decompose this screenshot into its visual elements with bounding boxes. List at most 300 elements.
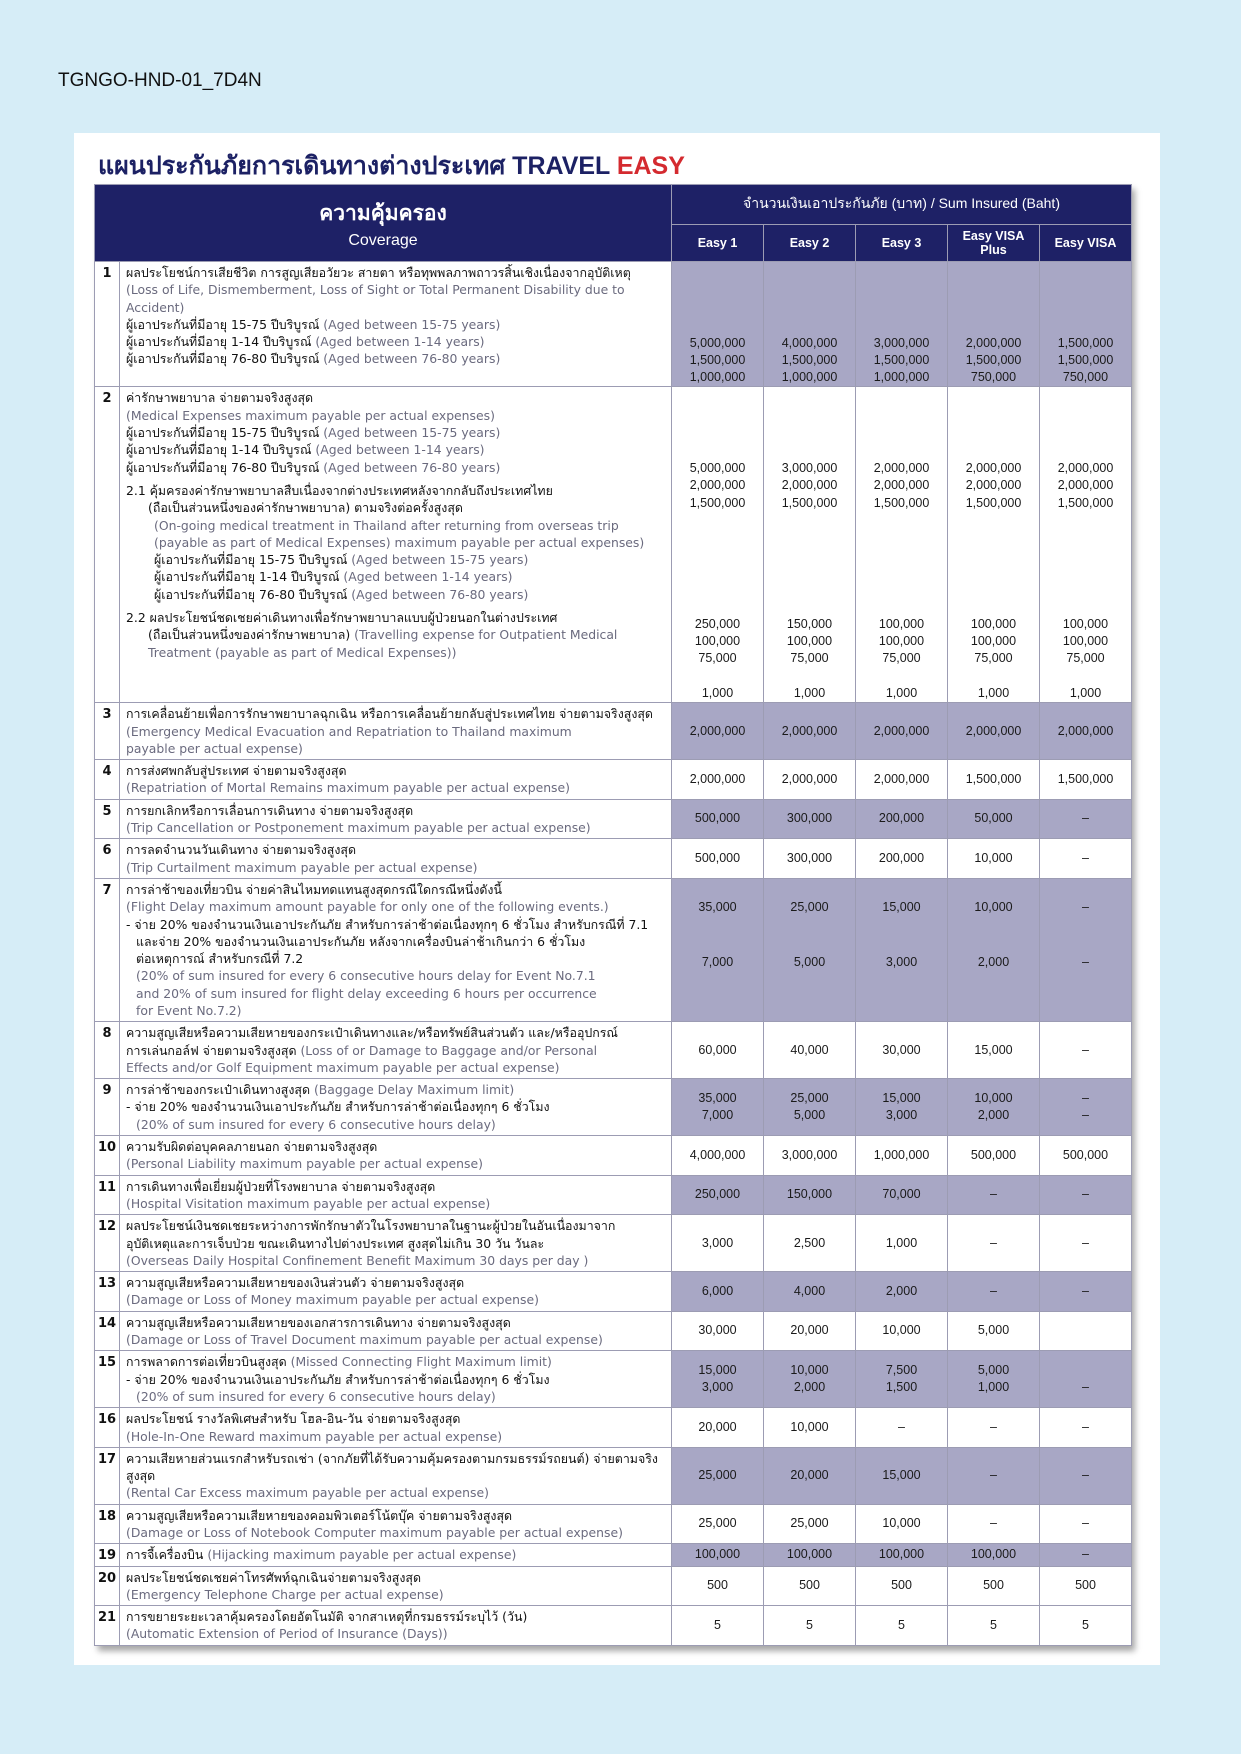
coverage-text-en: (Hole-In-One Reward maximum payable per actual expense) xyxy=(126,1428,503,1444)
sum-insured-value: 40,000 xyxy=(790,1042,829,1057)
sum-insured-value: 10,000 xyxy=(790,1419,829,1434)
sum-insured-cell xyxy=(1040,1408,1132,1448)
row-number: 11 xyxy=(95,1175,120,1215)
sum-insured-cell xyxy=(948,1136,1040,1176)
coverage-line xyxy=(126,841,667,858)
sum-insured-value: 1,500,000 xyxy=(781,495,838,510)
coverage-line xyxy=(126,762,667,779)
sum-insured-header: จำนวนเงินเอาประกันภัย (บาท) / Sum Insured (Baht) xyxy=(672,185,1132,225)
sum-insured-value: – xyxy=(990,1235,997,1250)
sum-insured-value: 2,000,000 xyxy=(965,335,1022,350)
coverage-line xyxy=(126,1155,667,1172)
sum-insured-value: 2,000,000 xyxy=(1057,478,1114,493)
sum-insured-value: 100,000 xyxy=(1062,634,1109,649)
sum-insured-value: 100,000 xyxy=(786,1547,833,1562)
coverage-text-th: ผู้เอาประกันที่มีอายุ 15-75 ปีบริบูรณ์ xyxy=(126,425,320,441)
sum-insured-value: 2,000,000 xyxy=(1057,461,1114,476)
sum-insured-cell xyxy=(948,1606,1040,1646)
coverage-row xyxy=(95,839,1132,879)
coverage-line xyxy=(126,1116,667,1133)
sum-insured-value xyxy=(672,512,763,529)
sum-insured-cell xyxy=(672,1447,764,1504)
coverage-text-en: (Travelling expense for Outpatient Medical xyxy=(354,627,618,643)
row-number: 10 xyxy=(95,1136,120,1176)
coverage-text-en: payable per actual expense) xyxy=(126,740,303,756)
sum-insured-value: 5 xyxy=(1082,1617,1089,1632)
sum-insured-value: – xyxy=(898,1419,905,1434)
coverage-text-th: ผู้เอาประกันที่มีอายุ 76-80 ปีบริบูรณ์ xyxy=(154,586,348,602)
sum-insured-cell xyxy=(672,1311,764,1351)
coverage-description xyxy=(120,387,672,703)
coverage-line xyxy=(126,1353,667,1370)
coverage-text-en: (Aged between 15-75 years) xyxy=(323,425,501,441)
sum-insured-value xyxy=(672,547,763,564)
sum-insured-value: 100,000 xyxy=(878,616,925,631)
coverage-line xyxy=(126,898,667,915)
coverage-text-th: ผู้เอาประกันที่มีอายุ 15-75 ปีบริบูรณ์ xyxy=(126,316,320,332)
sum-insured-value: 100,000 xyxy=(970,616,1017,631)
coverage-text-th: การล่าช้าของเที่ยวบิน จ่ายค่าสินไหมทดแทนสูงสุดกรณีใดกรณีหนึ่งดังนี้ xyxy=(126,881,502,897)
row-number: 5 xyxy=(95,799,120,839)
coverage-description xyxy=(120,878,672,1021)
coverage-table-wrapper xyxy=(94,184,1131,1646)
document-code: TGNGO-HND-01_7D4N xyxy=(58,70,262,91)
sum-insured-cell xyxy=(948,1311,1040,1351)
sum-insured-cell xyxy=(1040,878,1132,1021)
coverage-text-en: (Baggage Delay Maximum limit) xyxy=(313,1082,515,1098)
coverage-description xyxy=(120,1606,672,1646)
coverage-text-th: ความสูญเสียหรือความเสียหายของเงินส่วนตัว จ่ายตามจริงสูงสุด xyxy=(126,1275,465,1291)
coverage-description xyxy=(120,1504,672,1544)
sum-insured-value xyxy=(764,529,855,546)
coverage-line xyxy=(126,517,667,534)
sum-insured-value: 2,000,000 xyxy=(689,771,746,786)
sum-insured-value xyxy=(1040,1322,1131,1339)
coverage-line xyxy=(126,1235,667,1252)
sum-insured-value: 20,000 xyxy=(698,1419,737,1434)
coverage-text-th: การลดจำนวนวันเดินทาง จ่ายตามจริงสูงสุด xyxy=(126,842,357,858)
coverage-text-en: (20% of sum insured for every 6 consecutive hours delay) xyxy=(136,1116,496,1132)
sum-insured-cell xyxy=(672,799,764,839)
coverage-line xyxy=(126,950,667,967)
sum-insured-value: 30,000 xyxy=(882,1042,921,1057)
coverage-text-th: การยกเลิกหรือการเลื่อนการเดินทาง จ่ายตามจริงสูงสุด xyxy=(126,802,414,818)
sum-insured-cell xyxy=(948,1351,1040,1408)
coverage-text-th: ผู้เอาประกันที่มีอายุ 76-80 ปีบริบูรณ์ xyxy=(126,351,320,367)
coverage-description xyxy=(120,1175,672,1215)
coverage-text-th: ความสูญเสียหรือความเสียหายของเอกสารการเดินทาง จ่ายตามจริงสูงสุด xyxy=(126,1314,511,1330)
coverage-table xyxy=(94,184,1132,1646)
sum-insured-cell xyxy=(764,1215,856,1272)
coverage-text-en: (20% of sum insured for every 6 consecutive hours delay for Event No.7.1 xyxy=(136,968,596,984)
sum-insured-value: 10,000 xyxy=(974,850,1013,865)
sum-insured-cell xyxy=(856,1351,948,1408)
sum-insured-cell xyxy=(672,1351,764,1408)
sum-insured-cell xyxy=(672,1504,764,1544)
plan-header: Easy 2 xyxy=(764,224,856,262)
sum-insured-value xyxy=(948,425,1039,442)
sum-insured-value: 15,000 xyxy=(974,1042,1013,1057)
coverage-line xyxy=(126,551,667,568)
coverage-text-en: (20% of sum insured for every 6 consecutive hours delay) xyxy=(136,1388,496,1404)
row-number: 7 xyxy=(95,878,120,1021)
sum-insured-value: 1,500,000 xyxy=(965,352,1022,367)
sum-insured-value: 7,000 xyxy=(701,1108,734,1123)
sum-insured-value: 500 xyxy=(891,1578,912,1593)
sum-insured-value: 25,000 xyxy=(698,1516,737,1531)
coverage-text-en: (Emergency Medical Evacuation and Repatriation to Thailand maximum xyxy=(126,723,572,739)
coverage-row xyxy=(95,1175,1132,1215)
sum-insured-cell xyxy=(764,839,856,879)
sum-insured-cell xyxy=(856,839,948,879)
sum-insured-cell xyxy=(764,1408,856,1448)
sum-insured-cell xyxy=(948,839,1040,879)
sum-insured-cell xyxy=(856,1408,948,1448)
coverage-line xyxy=(126,407,667,424)
sum-insured-value xyxy=(948,581,1039,598)
row-number: 21 xyxy=(95,1606,120,1646)
coverage-line xyxy=(126,333,667,350)
sum-insured-cell xyxy=(856,1606,948,1646)
coverage-description xyxy=(120,1408,672,1448)
sub-item-2-2 xyxy=(126,609,667,661)
sum-insured-value: 150,000 xyxy=(786,1187,833,1202)
sum-insured-value: – xyxy=(1082,1516,1089,1531)
sum-insured-cell xyxy=(764,1447,856,1504)
coverage-line xyxy=(126,499,667,516)
coverage-row xyxy=(95,1504,1132,1544)
sum-insured-value: 1,000,000 xyxy=(873,1147,930,1162)
sum-insured-cell xyxy=(856,1504,948,1544)
sum-insured-value: 1,500,000 xyxy=(965,771,1022,786)
sum-insured-value xyxy=(1040,668,1131,685)
coverage-description xyxy=(120,1351,672,1408)
sum-insured-cell xyxy=(948,1079,1040,1136)
sum-insured-value xyxy=(1040,317,1131,334)
coverage-line xyxy=(126,389,667,406)
sum-insured-cell xyxy=(764,1022,856,1079)
sum-insured-cell xyxy=(764,387,856,703)
sum-insured-value: 15,000 xyxy=(882,1468,921,1483)
coverage-text-th: ความเสียหายส่วนแรกสำหรับรถเช่า (จากภัยที่ได้รับความคุ้มครองตามกรมธรรม์รถยนต์) จ่ายตามจริงสูงสุด xyxy=(126,1450,658,1484)
coverage-line xyxy=(126,609,667,626)
coverage-text-th: ต่อเหตุการณ์ สำหรับกรณีที่ 7.2 xyxy=(136,951,304,967)
sum-insured-cell xyxy=(1040,799,1132,839)
sum-insured-cell xyxy=(948,387,1040,703)
sum-insured-cell xyxy=(672,1544,764,1566)
coverage-header xyxy=(95,185,672,262)
coverage-text-th: และจ่าย 20% ของจำนวนเงินเอาประกันภัย หลังจากเครื่องบินล่าช้าเกินกว่า 6 ชั่วโมง xyxy=(136,933,586,949)
sum-insured-cell xyxy=(1040,1136,1132,1176)
sum-insured-value: 30,000 xyxy=(698,1323,737,1338)
sum-insured-cell xyxy=(1040,703,1132,760)
sum-insured-value xyxy=(1040,1362,1131,1379)
sum-insured-cell xyxy=(948,262,1040,387)
sum-insured-value xyxy=(1040,547,1131,564)
sum-insured-cell xyxy=(948,1215,1040,1272)
coverage-line xyxy=(126,1524,667,1541)
coverage-line xyxy=(126,1331,667,1348)
sum-insured-cell xyxy=(856,799,948,839)
sum-insured-cell xyxy=(1040,760,1132,800)
sum-insured-value: 3,000,000 xyxy=(781,1147,838,1162)
coverage-line xyxy=(126,933,667,950)
sum-insured-cell xyxy=(672,1136,764,1176)
sum-insured-value xyxy=(764,598,855,615)
sum-insured-cell xyxy=(856,1447,948,1504)
sum-insured-value: 500,000 xyxy=(694,811,741,826)
coverage-line xyxy=(126,1314,667,1331)
sum-insured-value: 500,000 xyxy=(1062,1147,1109,1162)
sum-insured-value xyxy=(1040,529,1131,546)
sum-insured-value: 2,000,000 xyxy=(965,723,1022,738)
sum-insured-value: 2,000,000 xyxy=(781,771,838,786)
sum-insured-value: 5 xyxy=(898,1617,905,1632)
sum-insured-value xyxy=(764,581,855,598)
coverage-line xyxy=(126,424,667,441)
sum-insured-value: 2,000,000 xyxy=(689,478,746,493)
coverage-description xyxy=(120,1566,672,1606)
sum-insured-value: 3,000,000 xyxy=(873,335,930,350)
coverage-line xyxy=(126,1178,667,1195)
sum-insured-cell xyxy=(948,1272,1040,1312)
sum-insured-value: 5 xyxy=(990,1617,997,1632)
sum-insured-value: – xyxy=(990,1419,997,1434)
sum-insured-value: – xyxy=(1082,1547,1089,1562)
coverage-line xyxy=(126,1428,667,1445)
coverage-text-en: (Damage or Loss of Travel Document maximum payable per actual expense) xyxy=(126,1332,603,1348)
sum-insured-value xyxy=(764,668,855,685)
sum-insured-cell xyxy=(672,1175,764,1215)
sum-insured-cell xyxy=(948,878,1040,1021)
sum-insured-cell xyxy=(948,1447,1040,1504)
sum-insured-cell xyxy=(764,703,856,760)
sum-insured-value: 60,000 xyxy=(698,1042,737,1057)
sum-insured-value: 100,000 xyxy=(970,634,1017,649)
coverage-text-th: ผู้เอาประกันที่มีอายุ 76-80 ปีบริบูรณ์ xyxy=(126,459,320,475)
sum-insured-cell xyxy=(1040,1311,1132,1351)
sum-insured-value: 200,000 xyxy=(878,811,925,826)
sum-insured-value: – xyxy=(1082,899,1089,914)
sum-insured-value xyxy=(764,425,855,442)
sum-insured-value: 5,000 xyxy=(977,1362,1010,1377)
coverage-text-en: (Emergency Telephone Charge per actual expense) xyxy=(126,1586,444,1602)
sum-insured-value: 100,000 xyxy=(786,634,833,649)
coverage-text-th: ผลประโยชน์การเสียชีวิต การสูญเสียอวัยวะ สายตา หรือทุพพลภาพถาวรสิ้นเชิงเนื่องจากอุบัติเหตุ xyxy=(126,265,631,280)
sum-insured-value xyxy=(856,598,947,615)
coverage-text-th: ผู้เอาประกันที่มีอายุ 1-14 ปีบริบูรณ์ xyxy=(126,334,312,350)
sum-insured-value: 100,000 xyxy=(694,1547,741,1562)
coverage-line xyxy=(126,586,667,603)
coverage-row xyxy=(95,1272,1132,1312)
sum-insured-value: 15,000 xyxy=(882,1090,921,1105)
coverage-line xyxy=(126,1569,667,1586)
row-number: 13 xyxy=(95,1272,120,1312)
coverage-row xyxy=(95,1136,1132,1176)
row-number: 17 xyxy=(95,1447,120,1504)
sum-insured-cell xyxy=(764,799,856,839)
sum-insured-value xyxy=(948,547,1039,564)
sum-insured-value: 100,000 xyxy=(694,634,741,649)
sum-insured-value: 1,500,000 xyxy=(1057,335,1114,350)
coverage-text-th: (ถือเป็นส่วนหนึ่งของค่ารักษาพยาบาล) xyxy=(148,627,351,643)
sum-insured-value: 75,000 xyxy=(790,651,829,666)
row-number: 19 xyxy=(95,1544,120,1566)
sum-insured-value: – xyxy=(1082,1283,1089,1298)
sum-insured-value: 2,000 xyxy=(793,1380,826,1395)
coverage-line xyxy=(126,1507,667,1524)
coverage-description xyxy=(120,839,672,879)
sum-insured-value: 2,000,000 xyxy=(689,723,746,738)
coverage-description xyxy=(120,1079,672,1136)
coverage-text-en: (Aged between 15-75 years) xyxy=(351,552,529,568)
sum-insured-cell xyxy=(948,799,1040,839)
coverage-line xyxy=(126,644,667,661)
row-number: 20 xyxy=(95,1566,120,1606)
row-number: 3 xyxy=(95,703,120,760)
sum-insured-value: 75,000 xyxy=(1066,651,1105,666)
sum-insured-cell xyxy=(948,760,1040,800)
coverage-text-th: ความรับผิดต่อบุคคลภายนอก จ่ายตามจริงสูงสุด xyxy=(126,1139,378,1155)
sum-insured-cell xyxy=(856,878,948,1021)
coverage-row xyxy=(95,1408,1132,1448)
sum-insured-value: 5,000 xyxy=(793,955,826,970)
row-number: 12 xyxy=(95,1215,120,1272)
sum-insured-value: – xyxy=(990,1187,997,1202)
coverage-description xyxy=(120,1544,672,1566)
sum-insured-value: 250,000 xyxy=(694,1187,741,1202)
coverage-text-en: (Aged between 1-14 years) xyxy=(315,334,485,350)
sum-insured-value: 1,000 xyxy=(977,685,1010,700)
sum-insured-value: 2,500 xyxy=(793,1235,826,1250)
sum-insured-cell xyxy=(1040,1351,1132,1408)
sum-insured-value xyxy=(948,529,1039,546)
coverage-line xyxy=(126,916,667,933)
sum-insured-value: – xyxy=(990,1468,997,1483)
coverage-text-th: - จ่าย 20% ของจำนวนเงินเอาประกันภัย สำหรับการล่าช้าต่อเนื่องทุกๆ 6 ชั่วโมง xyxy=(126,1371,550,1387)
coverage-line xyxy=(126,1546,667,1563)
coverage-row xyxy=(95,262,1132,387)
coverage-description xyxy=(120,799,672,839)
coverage-text-en: (Aged between 1-14 years) xyxy=(315,442,485,458)
coverage-description xyxy=(120,1311,672,1351)
sum-insured-value: 3,000 xyxy=(885,1108,918,1123)
sum-insured-value: 500,000 xyxy=(694,850,741,865)
coverage-text-en: (Aged between 15-75 years) xyxy=(323,316,501,332)
coverage-line xyxy=(126,1252,667,1269)
sum-insured-value: 5 xyxy=(714,1617,721,1632)
sum-insured-cell xyxy=(1040,1504,1132,1544)
sum-insured-cell xyxy=(764,1566,856,1606)
coverage-row xyxy=(95,760,1132,800)
sum-insured-value xyxy=(856,529,947,546)
coverage-line xyxy=(126,534,667,551)
coverage-body xyxy=(95,262,1132,1646)
coverage-description xyxy=(120,1022,672,1079)
coverage-text-en: (Aged between 1-14 years) xyxy=(343,569,513,585)
coverage-line xyxy=(126,1081,667,1098)
coverage-line xyxy=(126,281,667,316)
sum-insured-value: – xyxy=(990,1283,997,1298)
sum-insured-value: 1,500,000 xyxy=(965,495,1022,510)
sum-insured-value: 35,000 xyxy=(698,1090,737,1105)
sum-insured-cell xyxy=(764,878,856,1021)
coverage-text-th: การส่งศพกลับสู่ประเทศ จ่ายตามจริงสูงสุด xyxy=(126,763,347,779)
coverage-text-en: Effects and/or Golf Equipment maximum payable per actual expense) xyxy=(126,1059,560,1075)
coverage-text-en: (Medical Expenses maximum payable per actual expenses) xyxy=(126,407,495,423)
coverage-text-en: (Aged between 76-80 years) xyxy=(323,459,501,475)
coverage-text-th: ผู้เอาประกันที่มีอายุ 15-75 ปีบริบูรณ์ xyxy=(154,552,348,568)
sum-insured-cell xyxy=(1040,262,1132,387)
sum-insured-value: 25,000 xyxy=(698,1468,737,1483)
coverage-text-en: (Trip Cancellation or Postponement maximum payable per actual expense) xyxy=(126,820,591,836)
row-number: 2 xyxy=(95,387,120,703)
sum-insured-value xyxy=(764,300,855,317)
row-number: 6 xyxy=(95,839,120,879)
plan-header: Easy 1 xyxy=(672,224,764,262)
sum-insured-value: 1,000,000 xyxy=(781,370,838,385)
sum-insured-value: 100,000 xyxy=(878,1547,925,1562)
sum-insured-value xyxy=(764,317,855,334)
sum-insured-cell xyxy=(672,1272,764,1312)
sum-insured-value: 3,000,000 xyxy=(781,461,838,476)
sum-insured-value xyxy=(856,443,947,460)
coverage-description xyxy=(120,703,672,760)
sum-insured-cell xyxy=(948,1566,1040,1606)
coverage-line xyxy=(126,1024,667,1041)
sum-insured-value xyxy=(948,668,1039,685)
sum-insured-value: 1,500,000 xyxy=(689,495,746,510)
coverage-text-en: (Missed Connecting Flight Maximum limit) xyxy=(290,1354,552,1370)
coverage-line xyxy=(126,1410,667,1427)
sum-insured-value: 7,500 xyxy=(885,1362,918,1377)
coverage-text-th: 2.1 คุ้มครองค่ารักษาพยาบาลสืบเนื่องจากต่างประเทศหลังจากกลับถึงประเทศไทย xyxy=(126,482,553,498)
sum-insured-value xyxy=(856,581,947,598)
coverage-text-th: ผู้เอาประกันที่มีอายุ 1-14 ปีบริบูรณ์ xyxy=(126,442,312,458)
sum-insured-value xyxy=(764,512,855,529)
coverage-text-en: Treatment (payable as part of Medical Expenses)) xyxy=(148,644,457,660)
sum-insured-cell xyxy=(672,387,764,703)
coverage-row xyxy=(95,1447,1132,1504)
sum-insured-cell xyxy=(764,1504,856,1544)
sum-insured-value: 20,000 xyxy=(790,1323,829,1338)
row-number: 1 xyxy=(95,262,120,387)
coverage-text-en: (Hijacking maximum payable per actual expense) xyxy=(207,1547,517,1563)
sum-insured-value: 200,000 xyxy=(878,850,925,865)
coverage-text-th: ผู้เอาประกันที่มีอายุ 1-14 ปีบริบูรณ์ xyxy=(154,569,340,585)
sum-insured-value: 7,000 xyxy=(701,955,734,970)
sum-insured-value: 25,000 xyxy=(790,1090,829,1105)
coverage-row xyxy=(95,387,1132,703)
sum-insured-value: 10,000 xyxy=(790,1362,829,1377)
sum-insured-value xyxy=(672,300,763,317)
row-number: 14 xyxy=(95,1311,120,1351)
coverage-row xyxy=(95,1606,1132,1646)
sum-insured-cell xyxy=(1040,1544,1132,1566)
sum-insured-cell xyxy=(1040,1215,1132,1272)
sum-insured-value xyxy=(672,668,763,685)
sum-insured-value: 2,000 xyxy=(977,955,1010,970)
sum-insured-value: 25,000 xyxy=(790,1516,829,1531)
coverage-text-en: (Aged between 76-80 years) xyxy=(351,586,529,602)
coverage-text-en: (Overseas Daily Hospital Confinement Benefit Maximum 30 days per day ) xyxy=(126,1252,589,1268)
coverage-header-th: ความคุ้มครอง xyxy=(319,201,447,225)
coverage-line xyxy=(126,1291,667,1308)
sum-insured-value: 75,000 xyxy=(974,651,1013,666)
coverage-text-th: ผลประโยชน์ชดเชยค่าโทรศัพท์ฉุกเฉินจ่ายตามจริงสูงสุด xyxy=(126,1569,422,1585)
sum-insured-cell xyxy=(856,1272,948,1312)
sum-insured-value xyxy=(672,581,763,598)
